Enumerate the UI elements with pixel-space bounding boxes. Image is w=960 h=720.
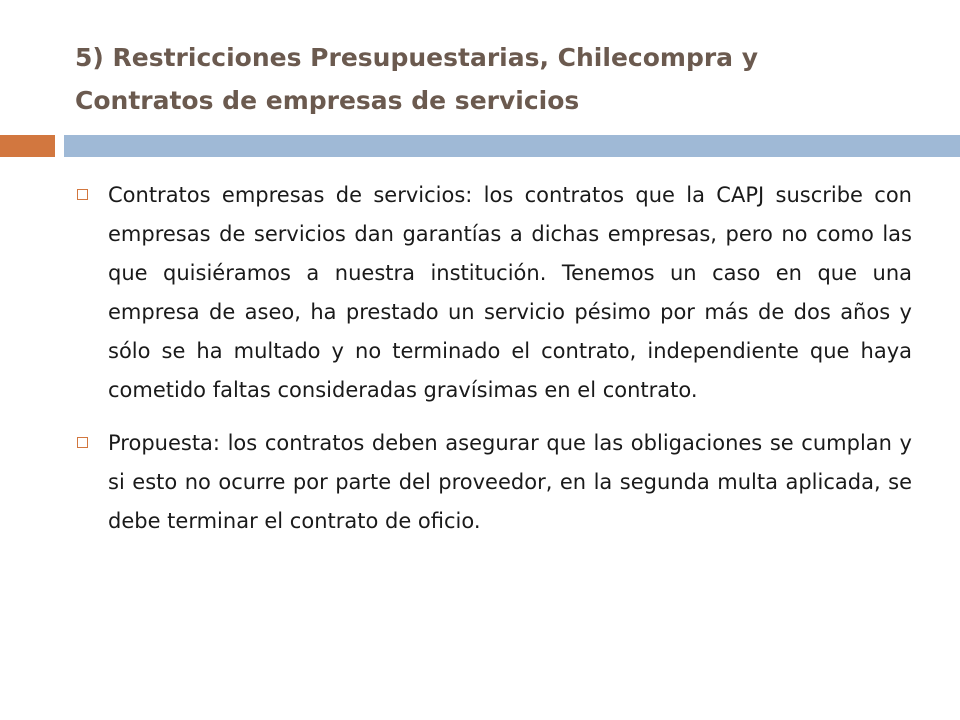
bullet-item [77, 424, 912, 541]
bullet-item [77, 176, 912, 410]
bullet-text: Propuesta: los contratos deben asegurar que las obligaciones se cumplan y si esto no ocurre por parte del proveedor, en la segunda multa aplicada, se debe terminar el contrato de oficio. [108, 431, 912, 533]
hollow-square-icon [77, 437, 88, 448]
title-accent-bar-blue [64, 135, 960, 157]
slide-content [77, 176, 912, 555]
slide-title: 5) Restricciones Presupuestarias, Chilecompra y Contratos de empresas de servicios [75, 43, 759, 115]
hollow-square-icon [77, 189, 88, 200]
title-accent-bar-orange [0, 135, 55, 157]
bullet-text: Contratos empresas de servicios: los contratos que la CAPJ suscribe con empresas de servicios dan garantías a dichas empresas, pero no como las que quisiéramos a nuestra institución. Tenemos un caso en que una empresa de aseo, ha prestado un servicio pésimo por más de dos años y sólo se ha multado y no terminado el contrato, independiente que haya cometido faltas consideradas gravísimas en el contrato. [108, 183, 912, 402]
